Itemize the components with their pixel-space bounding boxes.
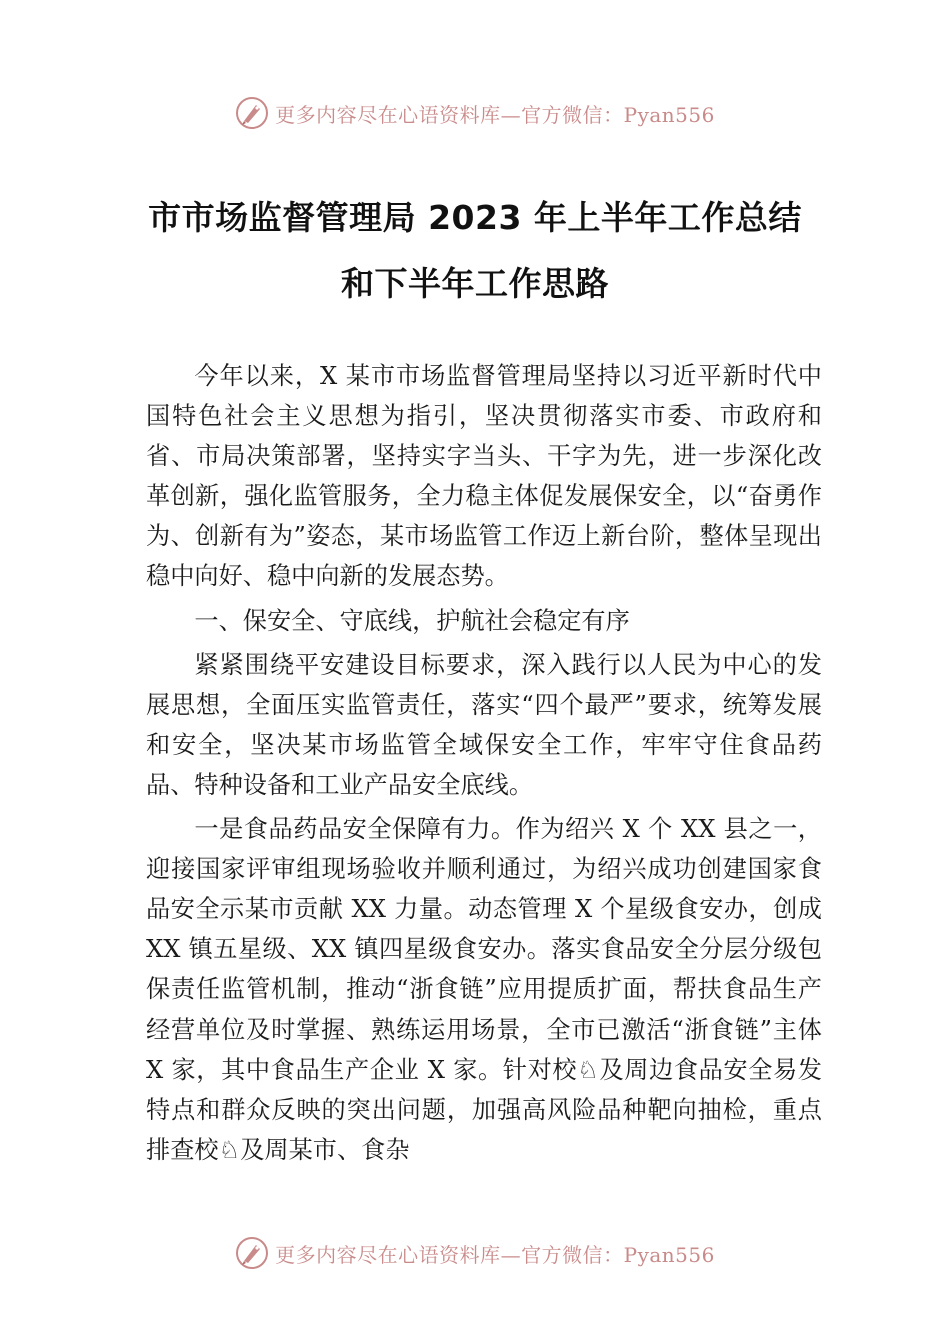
paragraph-food-safety: 一是食品药品安全保障有力。作为绍兴 X 个 XX 县之一，迎接国家评审组现场验收并顺利通过，为绍兴成功创建国家食品安全示某市贡献 XX 力量。动态管理 X 个星级食安办，创成 XX 镇五星级、XX 镇四星级食安办。落实食品安全分层分级包保责任监管机制，推动“浙食链”应用提质扩面，帮扶食品生产经营单位及时掌握、熟练运用场景，全市已激活“浙食链”主体 X 家，其中食品生产企业 X 家。针对校♘及周边食品安全易发特点和群众反映的突出问题，加强高风险品种靶向抽检，重点排查校♘及周某市、食杂 <box>146 815 822 1164</box>
section-heading-1: 一、保安全、守底线，护航社会稳定有序 <box>194 606 630 635</box>
pen-nib-logo-icon <box>235 1236 269 1270</box>
watermark-header <box>0 96 950 130</box>
pen-nib-logo-icon <box>235 96 269 130</box>
paragraph-section-1: 紧紧围绕平安建设目标要求，深入践行以人民为中心的发展思想，全面压实监管责任，落实“四个最严”要求，统筹发展和安全，坚决某市场监管全域保安全工作，牢牢守住食品药品、特种设备和工业产品安全底线。 <box>146 650 822 799</box>
document-body <box>146 356 822 1170</box>
watermark-text: 更多内容尽在心语资料库—官方微信：Pyan556 <box>275 1242 715 1267</box>
watermark-text: 更多内容尽在心语资料库—官方微信：Pyan556 <box>275 102 715 127</box>
watermark-footer <box>0 1236 950 1270</box>
paragraph-intro: 今年以来，X 某市市场监督管理局坚持以习近平新时代中国特色社会主义思想为指引，坚决贯彻落实市委、市政府和省、市局决策部署，坚持实字当头、干字为先，进一步深化改革创新，强化监管服务，全力稳主体促发展保安全，以“奋勇作为、创新有为”姿态，某市场监管工作迈上新台阶，整体呈现出稳中向好、稳中向新的发展态势。 <box>146 362 822 591</box>
document-title-line-2: 和下半年工作思路 <box>341 264 609 303</box>
document-title-line-1: 市市场监督管理局 2023 年上半年工作总结 <box>148 198 802 237</box>
